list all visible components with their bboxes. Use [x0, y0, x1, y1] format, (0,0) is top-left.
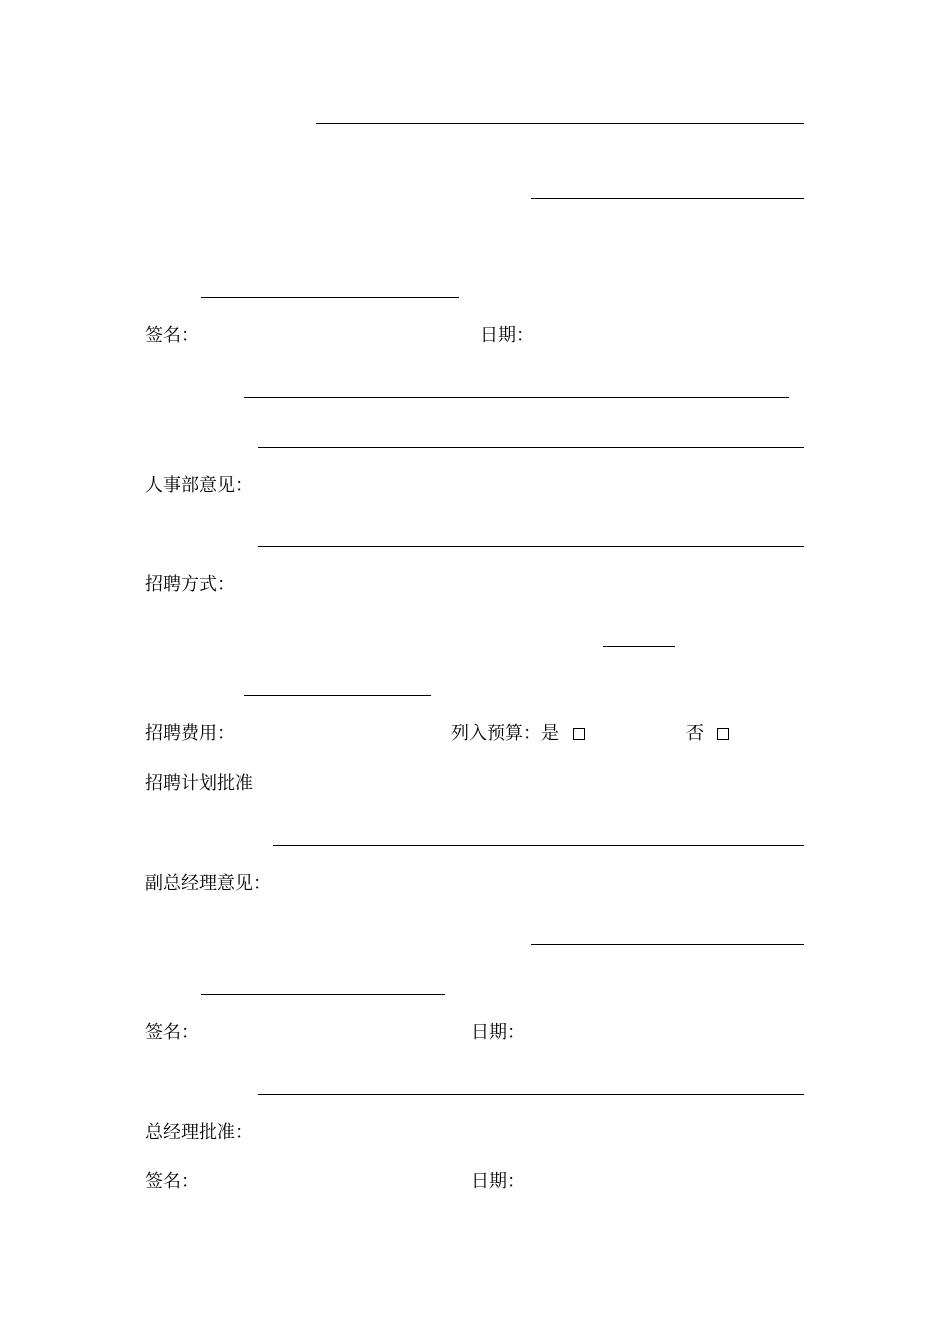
signature-label: 签名：	[145, 325, 199, 346]
blank-line[interactable]	[603, 646, 675, 647]
recruit-method-label: 招聘方式：	[145, 574, 235, 595]
signature-label: 签名：	[145, 1171, 199, 1192]
blank-line[interactable]	[531, 944, 804, 945]
date-label: 日期：	[471, 1022, 525, 1043]
blank-line[interactable]	[201, 994, 445, 995]
budget-no-checkbox[interactable]	[717, 728, 729, 740]
blank-line[interactable]	[258, 546, 804, 547]
date-label: 日期：	[480, 325, 534, 346]
blank-line[interactable]	[244, 695, 431, 696]
blank-line[interactable]	[531, 198, 804, 199]
budget-label: 列入预算：是	[451, 723, 559, 744]
blank-line[interactable]	[273, 845, 804, 846]
hr-opinion-label: 人事部意见：	[145, 475, 253, 496]
date-label: 日期：	[471, 1171, 525, 1192]
blank-line[interactable]	[244, 397, 789, 398]
signature-label: 签名：	[145, 1022, 199, 1043]
recruit-cost-label: 招聘费用：	[145, 723, 235, 744]
gm-approval-label: 总经理批准：	[145, 1122, 253, 1143]
budget-no-label: 否	[686, 723, 704, 744]
blank-line[interactable]	[316, 123, 804, 124]
budget-yes-checkbox[interactable]	[573, 728, 585, 740]
plan-approval-label: 招聘计划批准	[145, 773, 253, 794]
blank-line[interactable]	[201, 297, 459, 298]
deputy-gm-opinion-label: 副总经理意见：	[145, 873, 271, 894]
blank-line[interactable]	[258, 1094, 804, 1095]
blank-line[interactable]	[258, 447, 804, 448]
